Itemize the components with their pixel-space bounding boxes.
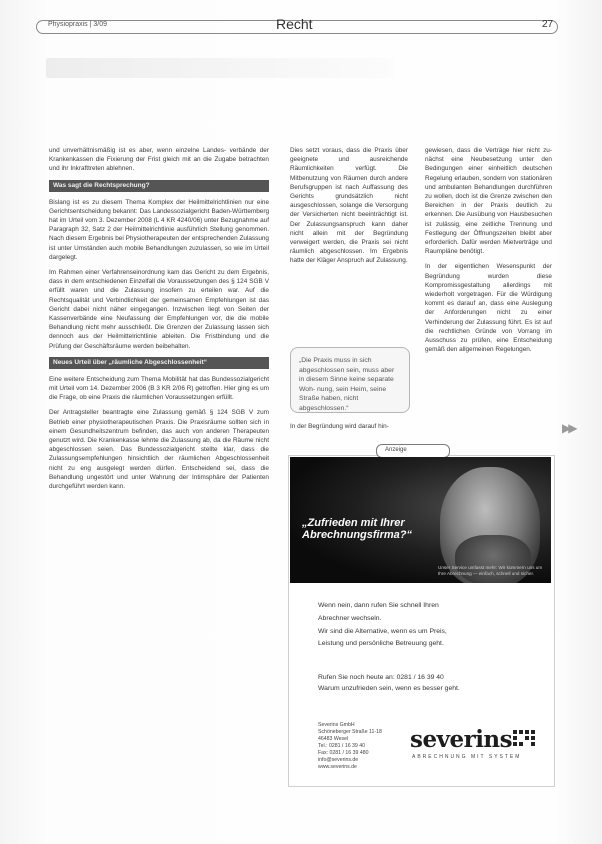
pull-quote-text: „Die Praxis muss in sich abgeschlossen sein, muss aber in diesem Sinne keine separate Woh- nung, sein Heim, seine Straße haben, nicht abgeschlossen.“	[299, 357, 395, 412]
ad-body-line: Wenn nein, dann rufen Sie schnell Ihren	[318, 602, 439, 609]
email-link[interactable]: info@severins.de	[318, 757, 359, 763]
address-line: Tel.: 0281 / 16 39 40	[318, 743, 366, 749]
paragraph: Der Antragsteller beantragte eine Zulassung gemäß § 124 SGB V zum Betrieb einer physiotherapeutischen Praxis. Die Praxisräume sollten sich in einem Gesundheitszentrum befinden, das auch von anderen Therapeuten genutzt wird. Die Krankenkasse lehnte die Zulassung ab, da die Räume nicht abgeschlossen seien. Das Bundessozialgericht stellte klar, dass die Zulassungsempfehlungen hinsichtlich der räumlichen Abgeschlossenheit nicht zu eng ausgelegt werden dürfen. Entscheidend sei, dass die Behandlung ungestört und unter Wahrung der Intimsphäre der Patienten durchgeführt werden kann.	[49, 409, 269, 491]
logo-tagline: ABRECHNUNG MIT SYSTEM	[412, 754, 522, 760]
column-2-tail: In der Begründung wird darauf hin-	[290, 423, 389, 430]
paragraph: gewiesen, dass die Verträge hier nicht zu- nächst eine Neubesetzung unter den Bedingungen einer einheitlich deutschen Regelung erlauben, sondern von stationären und ambulanten Behandlungen durchführen zu wollen, doch ist die Grenze zwischen den Bereichen in der Praxis deutlich zu erkennen. Die Ausübung von Hausbesuchen ist zulässig, eine zeitliche Trennung und Festlegung der Öffnungszeiten bleibt aber erforderlich. Dafür werden Mietverträge und Raumpläne benötigt.	[425, 147, 552, 256]
ad-body-text	[318, 600, 538, 651]
page-number: 27	[542, 19, 554, 30]
continue-arrows-icon: ▶▶	[562, 421, 575, 435]
ad-headline-line1: „Zufrieden mit Ihrer	[302, 517, 405, 529]
website-link[interactable]: www.severins.de	[318, 764, 357, 770]
severins-logo	[410, 724, 550, 764]
ad-label: Anzeige	[385, 447, 407, 453]
address-line: Fax: 0281 / 16 39 480	[318, 750, 369, 756]
paragraph: Bislang ist es zu diesem Thema Komplex der Heilmittelrichtlinien nur eine Gerichtsentscheidung bekannt: Das Landessozialgericht Baden-Württemberg hat im Urteil vom 3. Dezember 2008 (L 4 KR 4240/06) unter Bezugnahme auf Paragraph 32, Satz 2 der Heilmittelrichtlinie ausführlich Stellung genommen. Nach diesem Ergebnis bei Physiotherapeuten der entsprechenden Zulassung ist unter Umständen auch mobile Behandlungen zuzulassen, so wie im Urteil dargelegt.	[49, 198, 269, 261]
section-title: Recht	[276, 16, 313, 32]
ad-body-line: Abrechner wechseln.	[318, 614, 382, 622]
ad-photo-caption: Unser Service umfasst mehr: Wir kümmern uns um Ihre Abrechnung — einfach, schnell und sicher.	[438, 565, 543, 576]
paragraph: In der eigentlichen Wesenspunkt der Begründung wurden diese Kompromissgestaltung allerdings mit wiederholt vorgetragen. Für die Würdigung kommt es darauf an, dass eine Auslegung der Anforderungen nicht zu einer Verhinderung der Zulassung führt. Es ist auf die rechtlichen Gründe von Vorrang im Ausschuss zu prüfen, eine Entscheidung gemäß den allgemeinen Regelungen.	[425, 263, 552, 354]
address-line: Severins GmbH	[318, 722, 355, 728]
paragraph: Im Rahmen einer Verfahrenseinordnung kam das Gericht zu dem Ergebnis, dass in dem entschiedenen Einzelfall die Voraussetzungen des § 124 SGB V erfüllt waren und die Zulassung insofern zu erteilen war. Auf die Rechtsqualität und Verbindlichkeit der gemeinsamen Empfehlungen ist das Gericht dabei nicht näher eingegangen. Inzwischen liegt von Seiten der Kassenverbände eine Neufassung der Empfehlungen vor, die die mobile Behandlung nicht mehr ausschließt. Die Grenzen der Zulassung lassen sich dennoch aus der Heilmittelrichtlinie ableiten. Die Fristbindung und die Prüfung der Geschäftsräume werden beibehalten.	[49, 269, 269, 350]
ad-address-block	[318, 722, 408, 771]
address-line: Schöneberger Straße 11-18	[318, 729, 382, 735]
running-header	[36, 18, 556, 36]
paragraph: Dies setzt voraus, dass die Praxis über geeignete und ausreichende Räumlichkeiten verfügt. Die Mitbenutzung von Räumen durch andere Berufsgruppen ist nach Auffassung des Gerichts grundsätzlich nicht ausgeschlossen, solange die Versorgung der Versicherten nicht beeinträchtigt ist. Der Zulassungsanspruch kann daher nicht allein mit der Begründung verweigert werden, die Praxis sei nicht räumlich abgeschlossen. Im Ergebnis hatte der Kläger Anspruch auf Zulassung.	[290, 147, 408, 265]
intro-paragraph: und unverhältnismäßig ist es aber, wenn einzelne Landes- verbände der Krankenkassen die Fixierung der Frist gleich mit an die Zugabe betrachten und ihr Inkrafttreten ablehnen.	[49, 147, 269, 173]
ad-body-line: Wir sind die Alternative, wenn es um Preis,	[318, 627, 447, 635]
logo-grid-icon	[513, 730, 535, 746]
ad-label-tab	[376, 444, 450, 458]
text-column-3	[425, 146, 552, 360]
faded-title-band	[46, 58, 394, 78]
text-column-1	[49, 146, 269, 497]
paragraph: Eine weitere Entscheidung zum Thema Mobilität hat das Bundessozialgericht mit Urteil vom 14. Dezember 2006 (B 3 KR 2/06 R) getroffen. Hier ging es um die Frage, ob eine Praxis die räumlichen Voraussetzungen erfüllt.	[49, 375, 269, 402]
subheading-neues-urteil: Neues Urteil über „räumliche Abgeschlossenheit“	[49, 357, 269, 369]
text-column-2	[290, 146, 408, 272]
ad-headline	[302, 517, 412, 541]
ad-call-to-action	[318, 672, 538, 694]
ad-headline-line2: Abrechnungsfirma?“	[302, 529, 413, 541]
ad-phone-line: Rufen Sie noch heute an: 0281 / 16 39 40	[318, 674, 444, 681]
journal-issue: Physiopraxis | 3/09	[48, 21, 108, 28]
ad-photo	[290, 457, 551, 583]
ad-tagline: Warum unzufrieden sein, wenn es besser geht.	[318, 685, 460, 692]
subheading-rechtsprechung: Was sagt die Rechtsprechung?	[49, 180, 269, 192]
address-line: 46483 Wesel	[318, 736, 349, 742]
logo-wordmark: severins	[410, 726, 513, 753]
ad-body-line: Leistung und persönliche Betreuung geht.	[318, 640, 444, 648]
pull-quote	[290, 347, 410, 413]
